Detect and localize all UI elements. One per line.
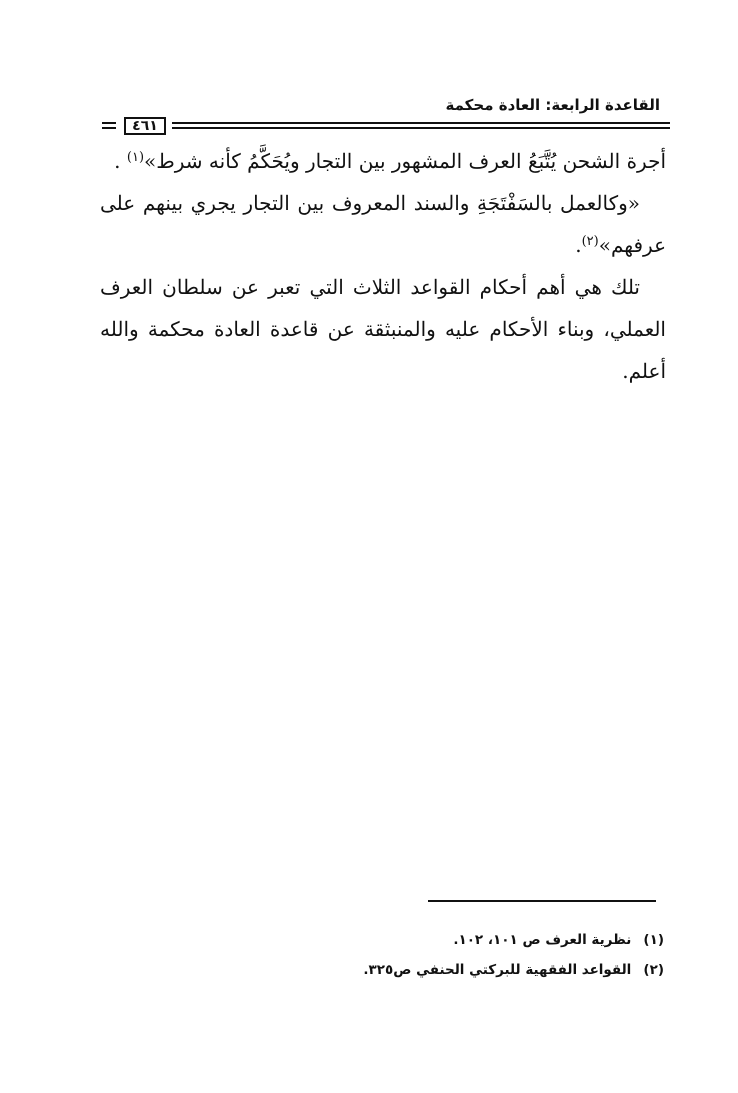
paragraph-3-text: تلك هي أهم أحكام القواعد الثلاث التي تعبر عن سلطان العرف العملي، وبناء الأحكام عليه والمنبثقة عن قاعدة العادة محكمة والله أعلم. <box>100 275 666 383</box>
header-double-line <box>172 122 670 129</box>
header-rule <box>102 119 670 135</box>
running-title: القاعدة الرابعة: العادة محكمة <box>445 96 660 114</box>
paragraph-2-text: «وكالعمل بالسَفْتَجَةِ والسند المعروف بين التجار يجري بينهم على عرفهم» <box>100 191 666 257</box>
paragraph-2-tail: . <box>575 233 582 257</box>
footnote-ref-2: (٢) <box>581 234 599 249</box>
footnote-2-text: القواعد الفقهية للبركتي الحنفي ص٣٢٥. <box>363 962 632 978</box>
paragraph-1 <box>100 140 666 182</box>
header-rule-left <box>102 122 116 129</box>
paragraph-1-tail: . <box>114 149 121 173</box>
body-text <box>100 140 666 392</box>
page-number: ٤٦١ <box>124 117 166 135</box>
footnote-2-number: (٢) <box>643 962 664 978</box>
paragraph-3 <box>100 266 666 392</box>
paragraph-1-text: أجرة الشحن يُتَّبَعُ العرف المشهور بين التجار ويُحَكَّمُ كأنه شرط» <box>144 149 666 173</box>
footnote-2 <box>244 955 664 985</box>
footnote-ref-1: (١) <box>126 150 145 165</box>
footnote-separator <box>428 900 656 902</box>
footnote-1-text: نظرية العرف ص ١٠١، ١٠٢. <box>453 932 632 948</box>
footnote-1 <box>244 925 664 955</box>
paragraph-2 <box>100 182 666 266</box>
footnotes <box>244 925 664 985</box>
footnote-1-number: (١) <box>643 932 664 948</box>
